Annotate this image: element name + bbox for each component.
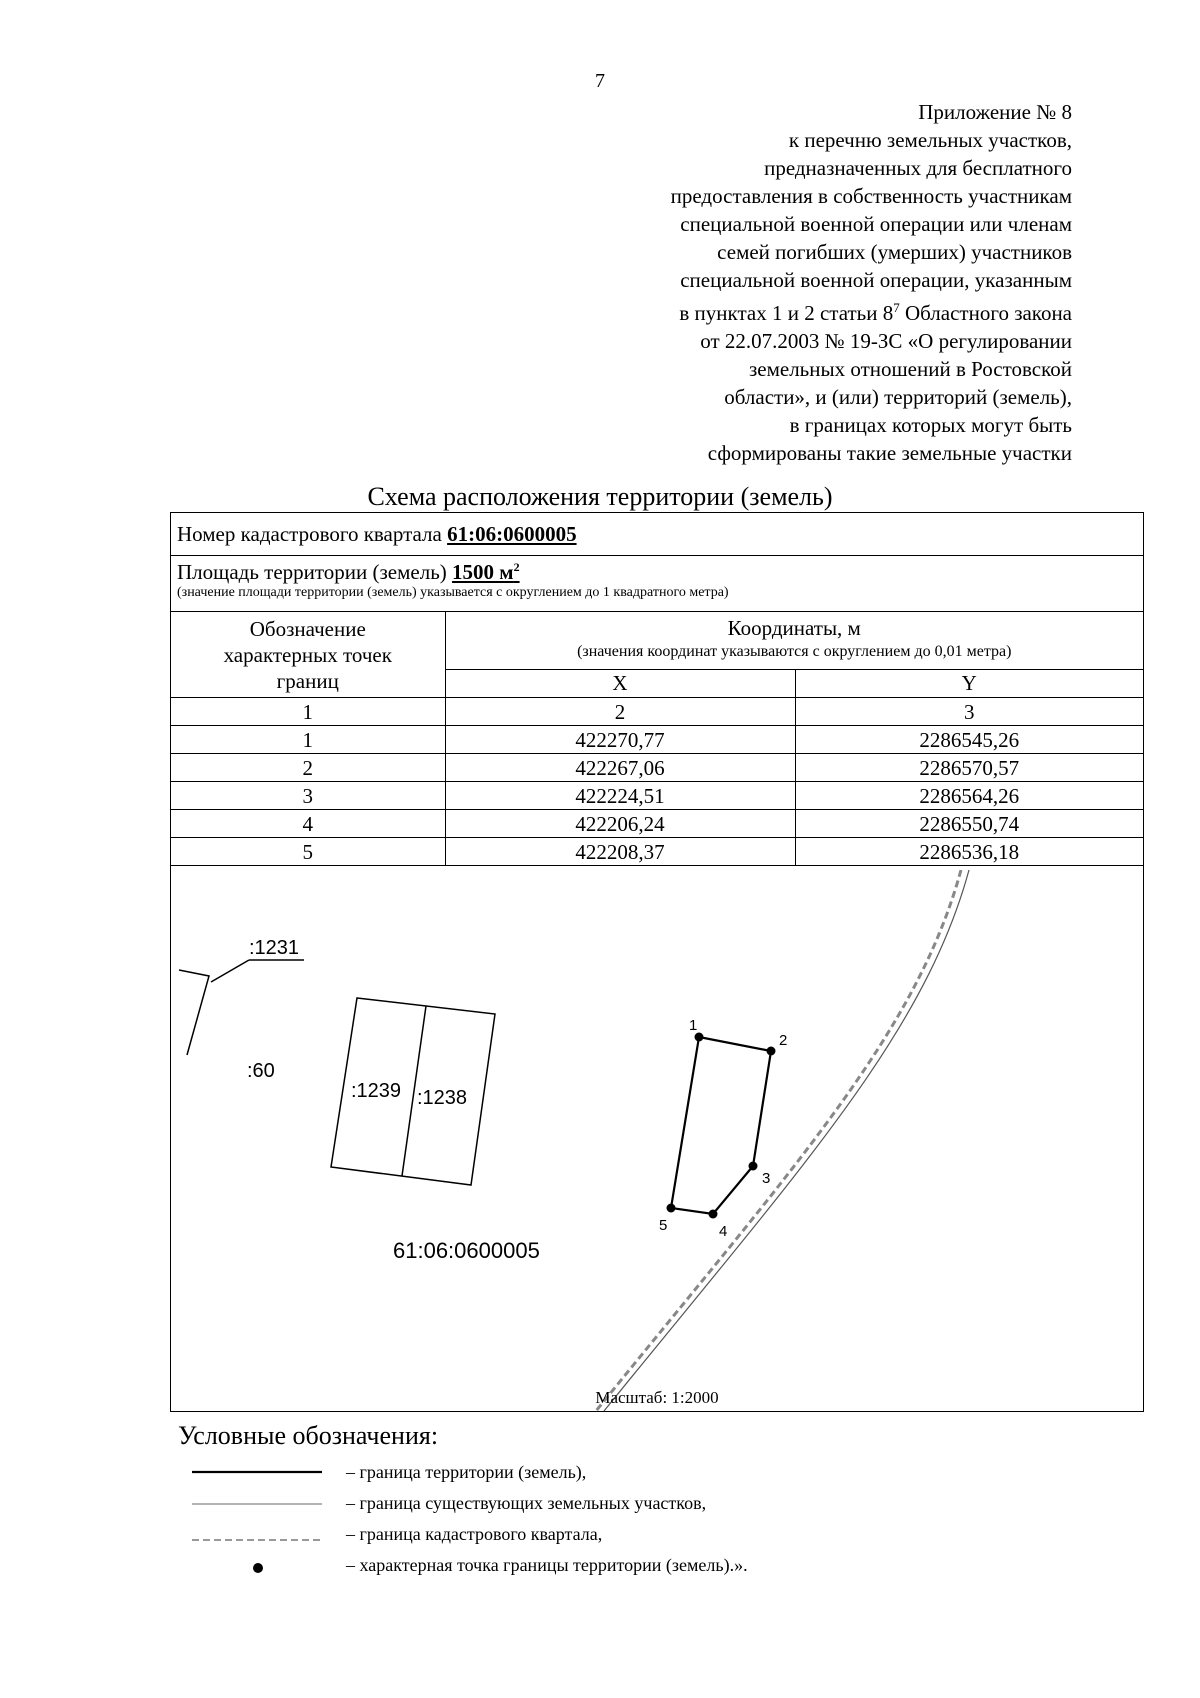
appendix-line-tail: Областного закона: [899, 301, 1072, 325]
appendix-line: земельных отношений в Ростовской: [748, 357, 1072, 381]
area-value: 1500 $м^2$: [452, 560, 520, 584]
coords-header: Координаты, м (значения координат указываются с округлением до 0,01 метра): [445, 612, 1143, 669]
appendix-line: семей погибших (умерших) участников: [717, 240, 1072, 264]
table-row: 2 422267,06 2286570,57: [171, 754, 1143, 782]
y-header: Y: [795, 669, 1143, 697]
area-row: [171, 556, 1143, 612]
parcel-1239-label: :1239: [351, 1080, 402, 1102]
legend-item-label: – граница существующих земельных участков,: [346, 1493, 707, 1513]
appendix-line: специальной военной операции или членам: [680, 212, 1072, 236]
coordinates-table: [171, 612, 1143, 866]
legend-item: [178, 1520, 878, 1551]
area-note: (значение площади территории (земель) указывается с округлением до 1 квадратного метра): [177, 585, 729, 600]
parcel-60-label: :60: [247, 1060, 275, 1082]
appendix-line: специальной военной операции, указанным: [680, 268, 1072, 292]
cadastral-label: Номер кадастрового квартала: [177, 522, 448, 546]
legend-item-label: – граница территории (земель),: [346, 1462, 587, 1482]
appendix-line: Приложение № 8: [918, 100, 1072, 124]
appendix-line-text: в пунктах 1 и 2 статьи 8: [679, 301, 894, 325]
page-number: 7: [595, 70, 605, 92]
point-3-marker: [749, 1162, 758, 1171]
appendix-line: [671, 294, 1072, 327]
legend-title: Условные обозначения:: [178, 1421, 439, 1450]
scale-label: Масштаб: 1:2000: [595, 1388, 719, 1407]
cadastral-number: 61:06:0600005: [447, 522, 577, 546]
legend-item: [178, 1551, 878, 1582]
legend: [178, 1458, 878, 1582]
table-row: 4 422206,24 2286550,74: [171, 810, 1143, 838]
col-points-header: Обозначение характерных точек границ: [171, 612, 445, 698]
point-2-marker: [767, 1047, 776, 1056]
scheme-frame: [170, 512, 1144, 1412]
x-header: X: [445, 669, 795, 697]
point-5-label: 5: [659, 1217, 668, 1234]
existing-parcel-boundary-symbol: [192, 1489, 342, 1520]
appendix-sup: 7: [893, 300, 900, 315]
legend-item-label: – характерная точка границы территории (земель).».: [346, 1555, 748, 1575]
quarter-number-label: 61:06:0600005: [393, 1238, 540, 1263]
appendix-line: предназначенных для бесплатного: [764, 156, 1072, 180]
appendix-line: предоставления в собственность участникам: [670, 184, 1072, 208]
cadastral-row: [171, 513, 1143, 556]
coords-note: (значения координат указываются с округлением до 0,01 метра): [577, 643, 1012, 661]
appendix-header: [671, 98, 1072, 467]
scheme-title: Схема расположения территории (земель): [367, 482, 833, 511]
territory-boundary: [671, 1037, 771, 1214]
table-row: 3 422224,51 2286564,26: [171, 782, 1143, 810]
boundary-point-symbol: [192, 1551, 342, 1582]
area-label: Площадь территории (земель): [177, 560, 453, 584]
existing-parcel-boundary: [604, 870, 969, 1411]
parcel-1231-leader: [211, 960, 249, 982]
parcel-1231-label: :1231: [249, 937, 300, 959]
appendix-line: к перечню земельных участков,: [788, 128, 1072, 152]
legend-item: [178, 1458, 878, 1489]
point-2-label: 2: [779, 1032, 788, 1049]
point-1-label: 1: [689, 1017, 698, 1034]
parcel-1231-boundary: [179, 970, 209, 1055]
cadastral-quarter-boundary: [596, 870, 961, 1411]
point-5-marker: [667, 1204, 676, 1213]
appendix-line: в границах которых могут быть: [789, 413, 1072, 437]
appendix-line: сформированы такие земельные участки: [707, 441, 1072, 465]
legend-item-label: – граница кадастрового квартала,: [346, 1524, 603, 1544]
scheme-map: [171, 870, 1143, 1411]
appendix-line: области», и (или) территорий (земель),: [724, 385, 1072, 409]
point-3-label: 3: [762, 1170, 771, 1187]
cadastral-quarter-boundary-symbol: [192, 1520, 342, 1551]
appendix-line: от 22.07.2003 № 19-ЗС «О регулировании: [700, 329, 1072, 353]
table-row: 5 422208,37 2286536,18: [171, 838, 1143, 866]
table-row: 1 422270,77 2286545,26: [171, 726, 1143, 754]
point-4-label: 4: [719, 1223, 728, 1240]
territory-boundary-symbol: [192, 1458, 342, 1489]
legend-item: [178, 1489, 878, 1520]
point-4-marker: [709, 1210, 718, 1219]
numbering-row: 1 2 3: [171, 698, 1143, 726]
parcel-1238-label: :1238: [417, 1087, 468, 1109]
